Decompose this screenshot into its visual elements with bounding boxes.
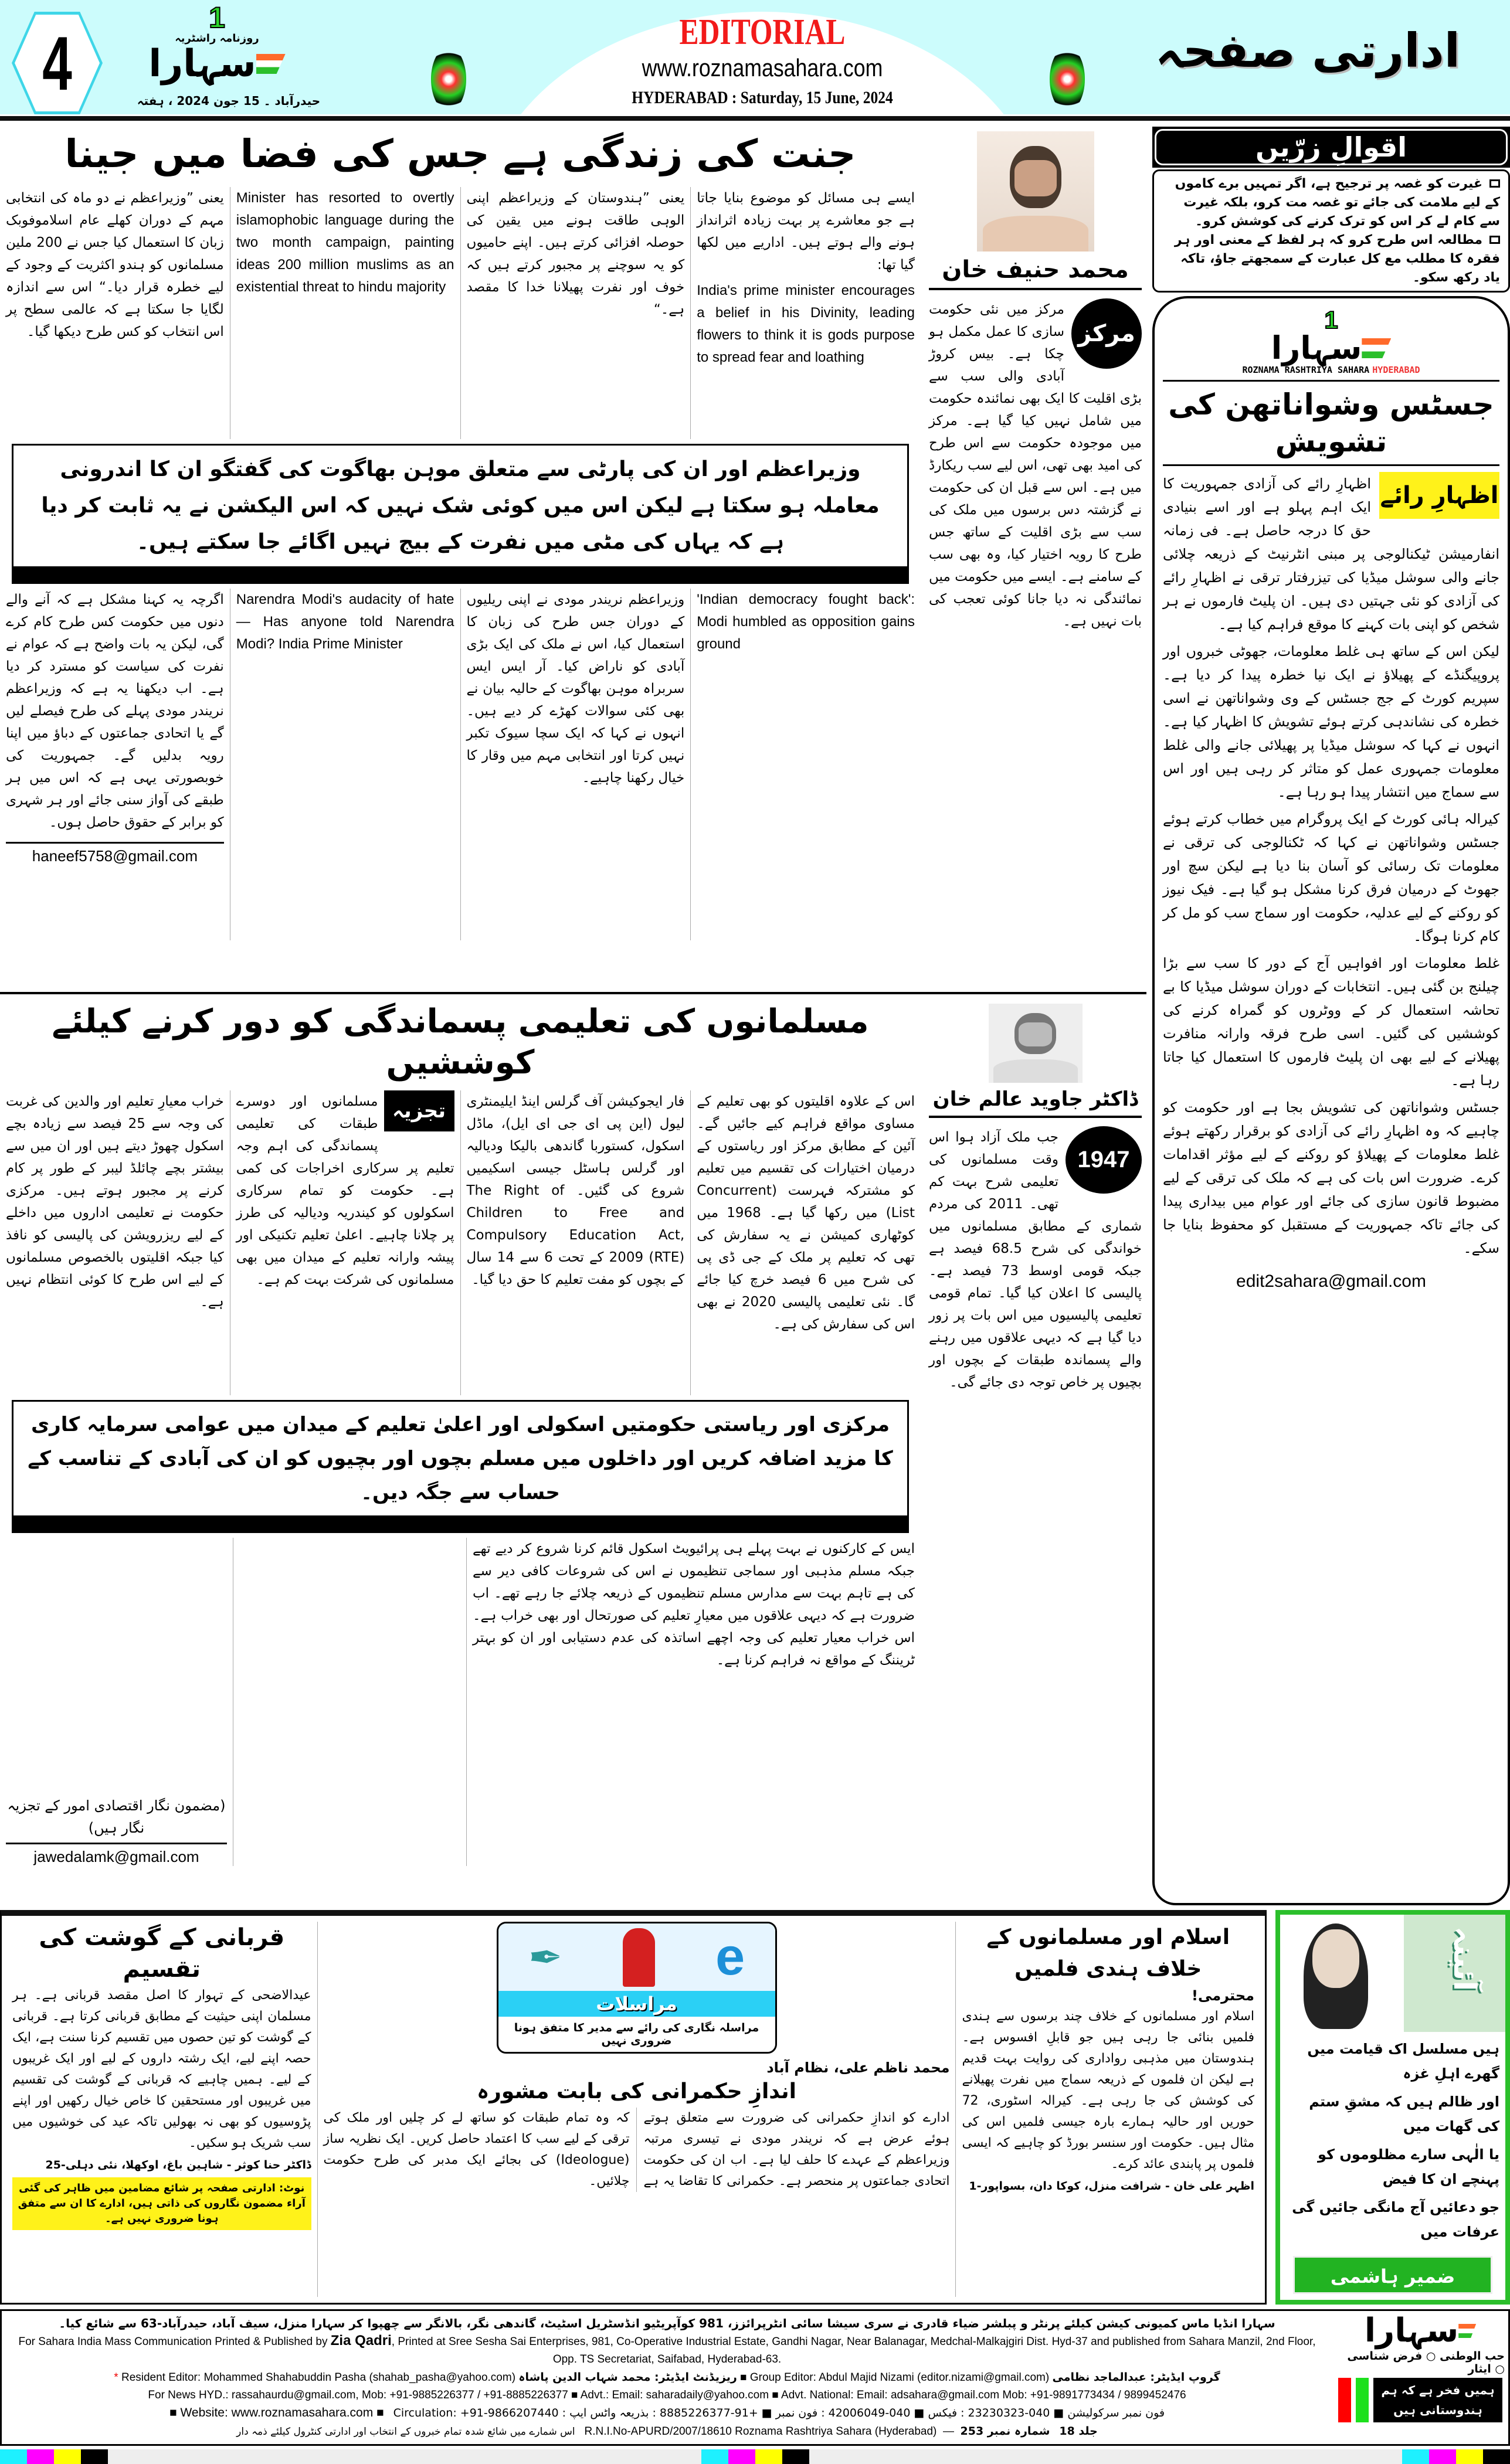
column — [690, 589, 921, 940]
paragraph: یعنی ”ہندوستان کے وزیراعظم اپنی الوہی طاقت ہونے میں یقین کی حوصلہ افزائی کرتے ہیں۔ اپنے حامیوں کو یہ سوچنے پر مجبور کرتے ہیں کہ خوف اور نفرت پھیلانا خدا کا مقصد ہے۔“ — [466, 190, 685, 317]
paragraph: اگرچہ یہ کہنا مشکل ہے کہ آنے والے دنوں میں حکومت کس طرح کام کرے گی، لیکن یہ بات واضح ہے کہ عوام نے نفرت کی سیاست کو مسترد کر دیا ہے۔ اب دیکھنا یہ ہے کہ وزیراعظم نریندر مودی پہلے کی طرح فیصلے لیں گے یا اتحادی جماعتوں کے دباؤ میں اپنا رویہ بدلیں گے۔ جمہوریت کی خوبصورتی یہی ہے کہ اس میں ہر طبقے کی آواز سنی جائے اور ہر شہری کو برابر کے حقوق حاصل ہوں۔ — [6, 592, 224, 830]
articles-area — [0, 127, 1146, 1905]
website-link[interactable]: www.roznamasahara.com — [642, 54, 883, 81]
paragraph: یعنی ”وزیراعظم نے دو ماہ کی انتخابی مہم کے دوران کھلے عام اسلاموفوبک زبان کا استعمال کیا جس نے 200 ملین مسلمانوں کو ہندو اکثریت کے وجود کے لیے خطرہ قرار دیا۔“ اس سے اندازہ لگایا جا سکتا ہے کہ عالمی سطح پر اس انتخاب کو کس طرح دیکھا گیا۔ — [6, 190, 224, 339]
article1-bottom-columns — [0, 589, 921, 940]
masthead-area — [0, 0, 1510, 122]
author-photo — [977, 131, 1094, 252]
flag-icon — [1458, 2324, 1476, 2338]
bullet-box-icon — [1489, 179, 1500, 188]
bullet-box-icon — [1489, 236, 1500, 244]
paragraph: مسلمانوں اور دوسرے طبقات کی تعلیمی پسماندگی کی اہم وجہ تعلیم پر سرکاری اخراجات کی کمی ہے۔ حکومت کو تمام سرکاری اسکولوں کو کیندریہ ودیالیہ کی طرز پر چلانا چاہیے۔ اعلیٰ تعلیم تکنیکی اور پیشہ وارانہ تعلیم کے میدان میں بھی مسلمانوں کی شرکت بہت کم ہے۔ — [236, 1094, 454, 1287]
paragraph: Narendra Modi's audacity of hate — Has anyone told Narendra Modi? India Prime Minister — [236, 591, 454, 652]
publisher-name: Zia Qadri — [330, 2333, 392, 2349]
article2-pull-quote: مرکزی اور ریاستی حکومتیں اسکولی اور اعلیٰ تعلیم کے میدان میں عوامی سرمایہ کاری کا مزید اضافہ کریں اور داخلوں میں مسلم بچوں اور بچیوں کو ان کی آبادی کے تناسب کے حساب سے جگہ دیں۔ — [12, 1400, 909, 1533]
poem-line: اور ظالم ہیں کہ مشقِ ستم کی گھات میں — [1309, 2093, 1499, 2135]
paragraph: جب ملک آزاد ہوا اس وقت مسلمانوں کی تعلیمی شرح بہت کم تھی۔ 2011 کی مردم شماری کے مطابق مسلمانوں میں خواندگی کی شرح 68.5 فیصد ہے جبکہ قومی اوسط 73 فیصد ہے۔ پالیسی کا اعلان کیا گیا۔ تمام قومی تعلیمی پالیسیوں میں اس بات پر زور دیا گیا ہے کہ دیہی علاقوں میں رہنے والے پسماندہ طبقات کے بچوں اور بچیوں پر خاص توجہ دی جائے گی۔ — [929, 1130, 1142, 1390]
letter1-headline: قربانی کے گوشت کی تقسیم — [39, 1924, 285, 1983]
poem — [1280, 2032, 1505, 2252]
english-date: HYDERABAD : Saturday, 15 June, 2024 — [632, 88, 893, 107]
poet-photo — [1280, 1915, 1505, 2032]
green-strip — [1356, 2378, 1369, 2422]
pride-block — [1338, 2378, 1502, 2422]
letter3-salutation: محترمی! — [1192, 1987, 1254, 2004]
main-content — [0, 127, 1510, 1905]
quotes-title: اقوالِ زرّیں — [1155, 129, 1508, 165]
sidebar — [1152, 127, 1510, 1905]
column — [466, 1538, 921, 1866]
divider — [1163, 380, 1499, 382]
column — [0, 187, 230, 439]
author-photo — [989, 1004, 1083, 1083]
paragraph: کیرالہ ہائی کورٹ کے ایک پروگرام میں خطاب کرتے ہوئے جسٹس وشواناتھن نے کہا کہ ٹکنالوجی کی ترقی نے معلومات تک رسائی کو آسان بنا دیا ہے لیکن سچ اور جھوٹ کے درمیان فرق کرنا مشکل ہو گیا ہے۔ فیک نیوز کو روکنے کے لیے عدلیہ، حکومت اور سماج سب کو مل کر کام کرنا ہوگا۔ — [1163, 811, 1499, 944]
logo-number: 1 — [209, 1, 225, 34]
footer-text — [2, 2311, 1332, 2444]
footer-side — [1332, 2311, 1508, 2444]
section-title-urdu: ادارتی صفحہ — [1155, 23, 1461, 78]
divider — [6, 1843, 227, 1844]
letter2-author: محمد ناظم علی، نظام آباد — [766, 2059, 950, 2076]
analysis-label: تجزیہ — [384, 1090, 454, 1131]
phone-row — [10, 2404, 1324, 2422]
author-note-box — [0, 1538, 233, 1866]
article2-author-note: (مضمون نگار اقتصادی امور کے تجزیہ نگار ہیں) — [7, 1797, 226, 1836]
column — [0, 589, 230, 940]
article2-main — [0, 999, 921, 1866]
poem-box-title: آئینہ — [1447, 1926, 1482, 1991]
column — [233, 1538, 466, 1866]
letter1-body: عیدالاضحی کے تہوار کا اصل مقصد قربانی ہے۔ ہر مسلمان اپنی حیثیت کے مطابق قربانی کرتا ہے۔ قربانی کے گوشت کو تین حصوں میں تقسیم کرنا سنت ہے، ایک حصہ اپنے لیے، ایک رشتہ داروں کے لیے اور ایک غریبوں کے لیے۔ ہمیں چاہیے کہ قربانی کے گوشت کی تقسیم میں غریبوں اور مستحقین کا خاص خیال رکھیں اور اپنے پڑوسیوں کو بھی نہ بھولیں تاکہ عید کی خوشیوں میں سب شریک ہو سکیں۔ — [12, 1988, 311, 2150]
motto: حب الوطنی ○ فرض شناسی ○ ایثار — [1347, 2350, 1505, 2375]
article2-author: ڈاکٹر جاوید عالم خان — [929, 1083, 1142, 1118]
responsibility-note: اس شمارے میں شائع شدہ تمام خبروں کے انتخاب اور ادارتی کنٹرول کیلئے ذمہ دار — [236, 2426, 575, 2438]
group-editor-urdu: گروپ ایڈیٹر: عبدالماجد نظامی — [1052, 2371, 1220, 2384]
logo-subtitle: روزنامہ راشٹریہ — [175, 32, 259, 45]
column — [230, 1090, 460, 1395]
article1-main — [0, 127, 921, 987]
volume-number: جلد 18 — [1059, 2425, 1098, 2438]
color-registration-bar — [0, 2449, 1510, 2464]
paragraph: ایس کے کارکنوں نے بہت پہلے ہی پرائیویٹ اسکول قائم کرنا شروع کر دیے تھے جبکہ مسلم مذہبی اور سماجی تنظیموں نے اس کی شروعات کافی دیر سے کی ہے تاہم بہت سے مدارس مسلم تنظیموں کے ذریعہ چلائے جا رہے تھے۔ اب ضرورت ہے کہ دیہی علاقوں میں معیارِ تعلیم کی صورتحال اور بھی خراب ہے۔ اس خراب معیار تعلیم کی وجہ اچھے اساتذہ کی عدم دستیابی اور ان کو بہتر ٹریننگ کے مواقع نہ فراہم کرنا ہے۔ — [473, 1541, 915, 1668]
poem-line: جو دعائیں آج مانگی جائیں گی عرفات میں — [1292, 2199, 1499, 2240]
page-number: 4 — [42, 20, 72, 106]
column — [690, 1090, 921, 1395]
editorial-logo — [1163, 308, 1499, 375]
article1-intro — [929, 298, 1142, 633]
letter2-body: ادارے کو اندازِ حکمرانی کی ضرورت سے متعلق ہوتے ہوئے عرض ہے کہ نریندر مودی نے تیسری مرتبہ وزیراعظم کے عہدے کا حلف لیا ہے۔ اب ان کی حکومت اتحادی جماعتوں پر منحصر ہے۔ حکمرانی کا تقاضا یہ ہے کہ وہ تمام طبقات کو ساتھ لے کر چلیں اور ملک کی ترقی کے لیے سب کا اعتماد حاصل کریں۔ ایک نظریہ ساز (Ideologue) کی بجائے ایک مدبر کی طرح حکومت چلائیں۔ — [323, 2110, 950, 2188]
paragraph: لیکن اس کے ساتھ ہی غلط معلومات، جھوٹی خبروں اور پروپیگنڈے کے پھیلاؤ نے ایک نیا خطرہ پیدا کر دیا ہے۔ سپریم کورٹ کے جج جسٹس کے وی وشواناتھن نے اسی خطرہ کی نشاندہی کرتے ہوئے تشویش کا اظہار کیا ہے۔ انہوں نے کہا کہ سوشل میڈیا پر پھیلائی جانے والی غلط معلومات جمہوری عمل کو متاثر کر رہی ہیں اور اس سے سماج میں انتشار پیدا ہو رہا ہے۔ — [1163, 643, 1499, 800]
quotes-header — [1152, 127, 1510, 168]
bottom-section — [0, 1910, 1510, 2305]
logo-english: ROZNAMA RASHTRIYA SAHARA — [1242, 365, 1370, 375]
letters-banner-art — [498, 1923, 775, 1991]
letters-section — [0, 1910, 1267, 2305]
editorial-email[interactable]: edit2sahara@gmail.com — [1236, 1272, 1426, 1291]
letter1-signature: ڈاکٹر حنا کوثر - شاہین باغ، اوکھلا، نئی دہلی-25 — [45, 2159, 311, 2171]
article2-side — [921, 999, 1146, 1866]
sun-burst-icon — [431, 47, 466, 111]
quotes-box — [1152, 169, 1510, 293]
logo-number: 1 — [1324, 306, 1338, 334]
flag-icon — [1362, 338, 1391, 358]
group-editor: ■ Group Editor: Abdul Majid Nizami (editor.nizami@gmail.com) — [740, 2371, 1050, 2384]
letters-banner — [497, 1922, 777, 2054]
footer-logo — [1364, 2312, 1476, 2350]
registration-row: اس شمارے میں شائع شدہ تمام خبروں کے انتخاب اور ادارتی کنٹرول کیلئے ذمہ دار R.N.I.No-APURD/2007/18610 Roznama Rashtriya Sahara (Hyderabad) — شمارہ نمبر 253 جلد 18 — [10, 2422, 1324, 2441]
postbox-icon — [623, 1928, 655, 1987]
logo-city: HYDERABAD — [1372, 365, 1420, 375]
article1-tag: مرکز — [1071, 298, 1142, 369]
paragraph: مرکز میں نئی حکومت سازی کا عمل مکمل ہو چکا ہے۔ بیس کروڑ آبادی والی سب سے بڑی اقلیت کا ایک بھی نمائندہ حکومت میں شامل نہیں کیا گیا ہے۔ مرکز میں موجودہ حکومت سے اس طرح کی امید بھی تھی، اس لیے سب ریکارڈ میں ہے۔ اس سے قبل ان کی حکومت نے گزشتہ دس برسوں میں ملک کی سب سے بڑی اقلیت کے ساتھ جس طرح کا رویہ اختیار کیا، وہ بھی سب کے سامنے ہے۔ ایسے میں حکومت میں نمائندگی نہ دیا جانا کوئی تعجب کی بات نہیں ہے۔ — [929, 302, 1142, 629]
article2-bottom-columns — [0, 1538, 921, 1866]
imprint-text: , Printed at Sree Sesha Sai Enterprises, 981, Co-Operative Industrial Estate, Gandhi Nagar, Near Balanagar, Medchal-Malkajgiri Dist. Hyd-37 and published from Sahara Manzil, 2nd Floor, Opp. TS Secretariat, Saifabad, Hyderabad-63. — [391, 2336, 1316, 2366]
urdu-date: حیدرآباد ۔ 15 جون 2024 ، ہفتہ — [137, 94, 321, 108]
article1-pull-quote: وزیراعظم اور ان کی پارٹی سے متعلق موہن بھاگوت کی گفتگو ان کا اندرونی معاملہ ہو سکتا ہے لیکن اس میں کوئی شک نہیں کہ اس الیکشن نے یہ ثابت کر دیا ہے کہ یہاں کی مٹی میں نفرت کے بیج نہیں اگائے جا سکتے ہیں۔ — [12, 444, 909, 584]
letters-disclaimer: مراسلہ نگاری کی رائے سے مدیر کا متفق ہونا ضروری نہیں — [514, 2021, 759, 2047]
browser-icon: e — [715, 1928, 745, 1986]
sun-burst-icon — [1050, 47, 1085, 111]
pride-slogan: ہمیں فخر ہے کہ ہم ہندوستانی ہیں — [1373, 2378, 1502, 2422]
footer-imprint — [0, 2309, 1510, 2446]
divider — [6, 842, 224, 844]
article2-top-columns — [0, 1090, 921, 1395]
paragraph: غلط معلومات اور افواہیں آج کے دور کا سب سے بڑا چیلنج بن گئی ہیں۔ انتخابات کے دوران سوشل میڈیا کا بے تحاشہ استعمال کر کے ووٹروں کو گمراہ کرنے کی کوششیں کی گئیں۔ اسی طرح فرقہ وارانہ منافرت پھیلانے کے لیے بھی ان پلیٹ فارموں کا استعمال کیا جاتا رہا ہے۔ — [1163, 955, 1499, 1089]
poet-name: ضمیر ہاشمی — [1293, 2256, 1492, 2294]
column — [690, 187, 921, 439]
letter3-signature: اظہر علی خان - شرافت منزل، کوکا دان، بسواپور-1 — [969, 2180, 1254, 2193]
paragraph: India's prime minister encourages a belief in his Divinity, leading flowers to think it is gods purpose to spread fear and loathing — [697, 282, 915, 365]
letter3 — [955, 1922, 1260, 2297]
paragraph: Minister has resorted to overtly islamophobic language during the two month campaign, painting ideas 200 million muslims as an existential threat to hindu majority — [236, 189, 454, 295]
quote-item — [1162, 175, 1500, 231]
letter2-area — [317, 1922, 956, 2297]
article1-headline: جنت کی زندگی ہے جس کی فضا میں جینا — [65, 131, 856, 176]
quote-text: غیرت کو غصہ پر ترجیح ہے، اگر تمہیں برے کاموں کے لیے ملامت کی جائے تو غصہ مت کرو، بلکہ غیرت سے کام لے کر اس کو ترک کرنے کی کوشش کرو۔ — [1175, 176, 1500, 229]
column — [460, 589, 691, 940]
letters-title: مراسلات — [498, 1991, 775, 2017]
red-strip — [1338, 2378, 1351, 2422]
editorial-headline: جسٹس وشواناتھن کی تشویش — [1168, 388, 1494, 458]
quote-text: مطالعہ اس طرح کرو کہ ہر لفظ کے معنی اور ہر فقرہ کا مطلب مع کل عبارت کے سمجھتے جاؤ، تاکہ یاد رکھ سکو۔ — [1174, 233, 1500, 285]
article1-author: محمد حنیف خان — [929, 252, 1142, 290]
resident-editor-urdu: ریزیڈنٹ ایڈیٹر: محمد شہاب الدین پاشاہ — [518, 2371, 737, 2384]
contact-line: For News HYD.: rassahaurdu@gmail.com, Mob: +91-9885226377 / +91-8885226377 ■ Advt.: Email: saharadaily@yahoo.com ■ Advt. National: Email: adsahara@gmail.com Mob: +91-9891773434 / 9899452476 — [148, 2389, 1186, 2401]
column — [0, 1090, 230, 1395]
issue-number: شمارہ نمبر 253 — [960, 2425, 1050, 2438]
poem-box — [1275, 1910, 1510, 2305]
imprint-text: For Sahara India Mass Communication Printed & Published by — [18, 2336, 328, 2348]
paragraph: اس کے علاوہ اقلیتوں کو بھی تعلیم کے مساوی مواقع فراہم کیے جائیں گے۔ آئین کے مطابق مرکز اور ریاستوں کے درمیان اختیارات کی تقسیم میں تعلیم کو مشترکہ فہرست (Concurrent List) میں رکھا گیا ہے۔ 1968 میں کوٹھاری کمیشن نے یہ سفارش کی تھی کہ تعلیم پر ملک کے جی ڈی پی کی شرح میں 6 فیصد خرچ کیا جائے گا۔ نئی تعلیمی پالیسی 2020 نے بھی اس کی سفارش کی ہے۔ — [697, 1094, 915, 1332]
paragraph: جسٹس وشواناتھن کی تشویش بجا ہے اور حکومت کو چاہیے کہ وہ اظہارِ رائے کی آزادی کو برقرار رکھتے ہوئے غلط معلومات کے پھیلاؤ کو روکنے کے لیے مؤثر اقدامات کرے۔ ضرورت اس بات کی ہے کہ ملک کی ترقی کے لیے مضبوط قانون سازی کی جائے اور عوام میں بیداری پیدا کی جائے تاکہ جمہوریت کے مستقبل کو محفوظ بنایا جا سکے۔ — [1163, 1099, 1499, 1256]
footer-website[interactable]: ■ Website: www.roznamasahara.com ■ — [169, 2406, 384, 2419]
section-title: EDITORIAL — [679, 12, 846, 52]
header-divider — [0, 116, 1510, 121]
article2 — [0, 994, 1146, 1866]
disclaimer-note: نوٹ: ادارتی صفحہ پر شائع مضامین میں ظاہر کی گئی آراء مضمون نگاروں کی ذاتی ہیں، ادارے کا ان سے متفق ہونا ضروری نہیں ہے۔ — [12, 2177, 311, 2230]
column — [230, 589, 460, 940]
editorial-body — [1163, 472, 1499, 1260]
paragraph: فار ایجوکیشن آف گرلس اینڈ ایلیمنٹری لیول (این پی ای جی ای ایل)، ماڈل اسکول، کستوربا گاندھی بالیکا ودیالیہ اور گرلس ہاسٹل جیسی اسکیمیں شروع کی گئیں۔ The Right of Children to Free and Compulsory Education Act, 2009 (RTE) کے تحت 6 سے 14 سال کے بچوں کو مفت تعلیم کا حق دیا گیا۔ — [466, 1094, 685, 1287]
quill-icon: ✒ — [528, 1933, 563, 1982]
editorial-tag: اظہارِ رائے — [1379, 472, 1499, 519]
poem-line: ہیں مسلسل اک قیامت میں گھرے اہلِ غزہ — [1307, 2041, 1499, 2082]
article2-intro — [929, 1126, 1142, 1394]
paragraph: 'Indian democracy fought back': Modi humbled as opposition gains ground — [697, 591, 915, 652]
paragraph: خراب معیارِ تعلیم اور والدین کی غربت کی وجہ سے 25 فیصد سے زیادہ بچے اسکول چھوڑ دیتے ہیں اور ان میں سے بیشتر بچے چائلڈ لیبر کے طور پر کام کرنے پر مجبور ہوتے ہیں۔ مرکزی حکومت نے تعلیمی اداروں میں داخلے کے لیے ریزرویشن کی پالیسی کو نافذ کیا جبکہ اقلیتوں بالخصوص مسلمانوں کے لیے اس طرح کا کوئی انتظام نہیں ہے۔ — [6, 1094, 224, 1310]
letter3-headline: اسلام اور مسلمانوں کے خلاف ہندی فلمیں — [986, 1925, 1230, 1981]
quote-item — [1162, 231, 1500, 287]
article2-headline: مسلمانوں کی تعلیمی پسماندگی کو دور کرنے کیلئے کوششیں — [52, 1002, 869, 1082]
logo-wordmark: سہارا — [148, 42, 256, 86]
column — [460, 1090, 691, 1395]
rni-number: R.N.I.No-APURD/2007/18610 Roznama Rashtriya Sahara (Hyderabad) — [584, 2425, 937, 2438]
column — [460, 187, 691, 439]
article1-top-columns — [0, 187, 921, 439]
logo-wordmark: سہارا — [1364, 2312, 1459, 2350]
newspaper-logo — [111, 1, 323, 86]
article2-tag: 1947 — [1066, 1126, 1142, 1194]
letter2-headline: اندازِ حکمرانی کی بابت مشورہ — [477, 2079, 796, 2103]
paragraph: ایسے ہی مسائل کو موضوع بنایا جاتا ہے جو معاشرے پر بہت زیادہ اثرانداز ہونے والے ہوتے ہیں۔ اداریے میں لکھا گیا تھا: — [697, 190, 915, 273]
paragraph: وزیراعظم نریندر مودی نے اپنی ریلیوں کے دوران جس طرح کی زبان کا استعمال کیا، اس نے ملک کی ایک بڑی آبادی کو ناراض کیا۔ آر ایس ایس سربراہ موہن بھاگوت کے حالیہ بیان نے بھی کئی سوالات کھڑے کر دیے ہیں۔ انہوں نے کہا کہ ایک سچا سیوک تکبر نہیں کرتا اور انتخابی مہم میں وقار کا خیال رکھنا چاہیے۔ — [466, 592, 685, 786]
article2-email[interactable]: jawedalamk@gmail.com — [33, 1848, 199, 1865]
article1-email[interactable]: haneef5758@gmail.com — [32, 847, 198, 865]
flag-icon — [256, 54, 286, 74]
article1 — [0, 127, 1146, 994]
poem-line: یا الٰہی سارے مظلوموں کو پہنچے ان کا فیض — [1318, 2146, 1499, 2187]
phone-line: Circulation: +91-9866207440 : فون نمبر سرکولیشن ■ 040-23230323 : فیکس ■ 040-42006049 : فون نمبر ■ +91-8885226377 : بذریعہ واٹس ایپ — [393, 2407, 1165, 2419]
letter1 — [6, 1922, 317, 2297]
letter3-body: اسلام اور مسلمانوں کے خلاف چند برسوں سے ہندی فلمیں بنائی جا رہی ہیں جو قابلِ افسوس ہے۔ ہندوستان میں مذہبی رواداری کی روایت بہت قدیم ہے لیکن ان فلموں کے ذریعہ سماج میں نفرت پھیلانے کی کوشش کی جا رہی ہے۔ کیرالہ اسٹوری، 72 حوریں اور حالیہ ہمارے بارہ جیسی فلمیں اس کی مثال ہیں۔ حکومت اور سنسر بورڈ کو چاہیے کہ ایسی فلموں پر پابندی عائد کرے۔ — [962, 2009, 1254, 2171]
resident-editor: Resident Editor: Mohammed Shahabuddin Pasha (shahab_pasha@yahoo.com) — [121, 2371, 516, 2384]
editorial-box — [1152, 296, 1510, 1905]
article1-side — [921, 127, 1146, 987]
column — [230, 187, 460, 439]
urdu-imprint: سہارا انڈیا ماس کمیونی کیشن کیلئے پرنٹر و پبلشر ضیاء قادری نے سری سیشا سائی انٹرپرائزز، 981 کوآپریٹیو انڈسٹریل اسٹیٹ، گاندھی نگر، بالانگر سے چھپوا کر سہارا منزل، سیف آباد، حیدرآباد-63 سے شائع کیا۔ — [59, 2316, 1275, 2330]
paragraph: اظہارِ رائے کی آزادی جمہوریت کا ایک اہم پہلو ہے اور اسے بنیادی حق کا درجہ حاصل ہے۔ فی زمانہ انفارمیشن ٹیکنالوجی پر مبنی انٹرنیٹ کے ذریعہ چلائی جانے والی سوشل میڈیا کی تیزرفتار ترقی نے اظہارِ رائے کی آزادی کو نئی جہتیں دی ہیں۔ ان پلیٹ فارموں نے ہر شخص کو اپنی بات کہنے کا موقع فراہم کیا ہے۔ — [1163, 475, 1499, 633]
divider — [1163, 464, 1499, 466]
logo-wordmark: سہارا — [1271, 329, 1362, 366]
editors-line: * Resident Editor: Mohammed Shahabuddin Pasha (shahab_pasha@yahoo.com) ریزیڈنٹ ایڈیٹر: محمد شہاب الدین پاشاہ ■ Group Editor: Abdul Majid Nizami (editor.nizami@gmail.com) گروپ ایڈیٹر: عبدالماجد نظامی — [10, 2368, 1324, 2387]
